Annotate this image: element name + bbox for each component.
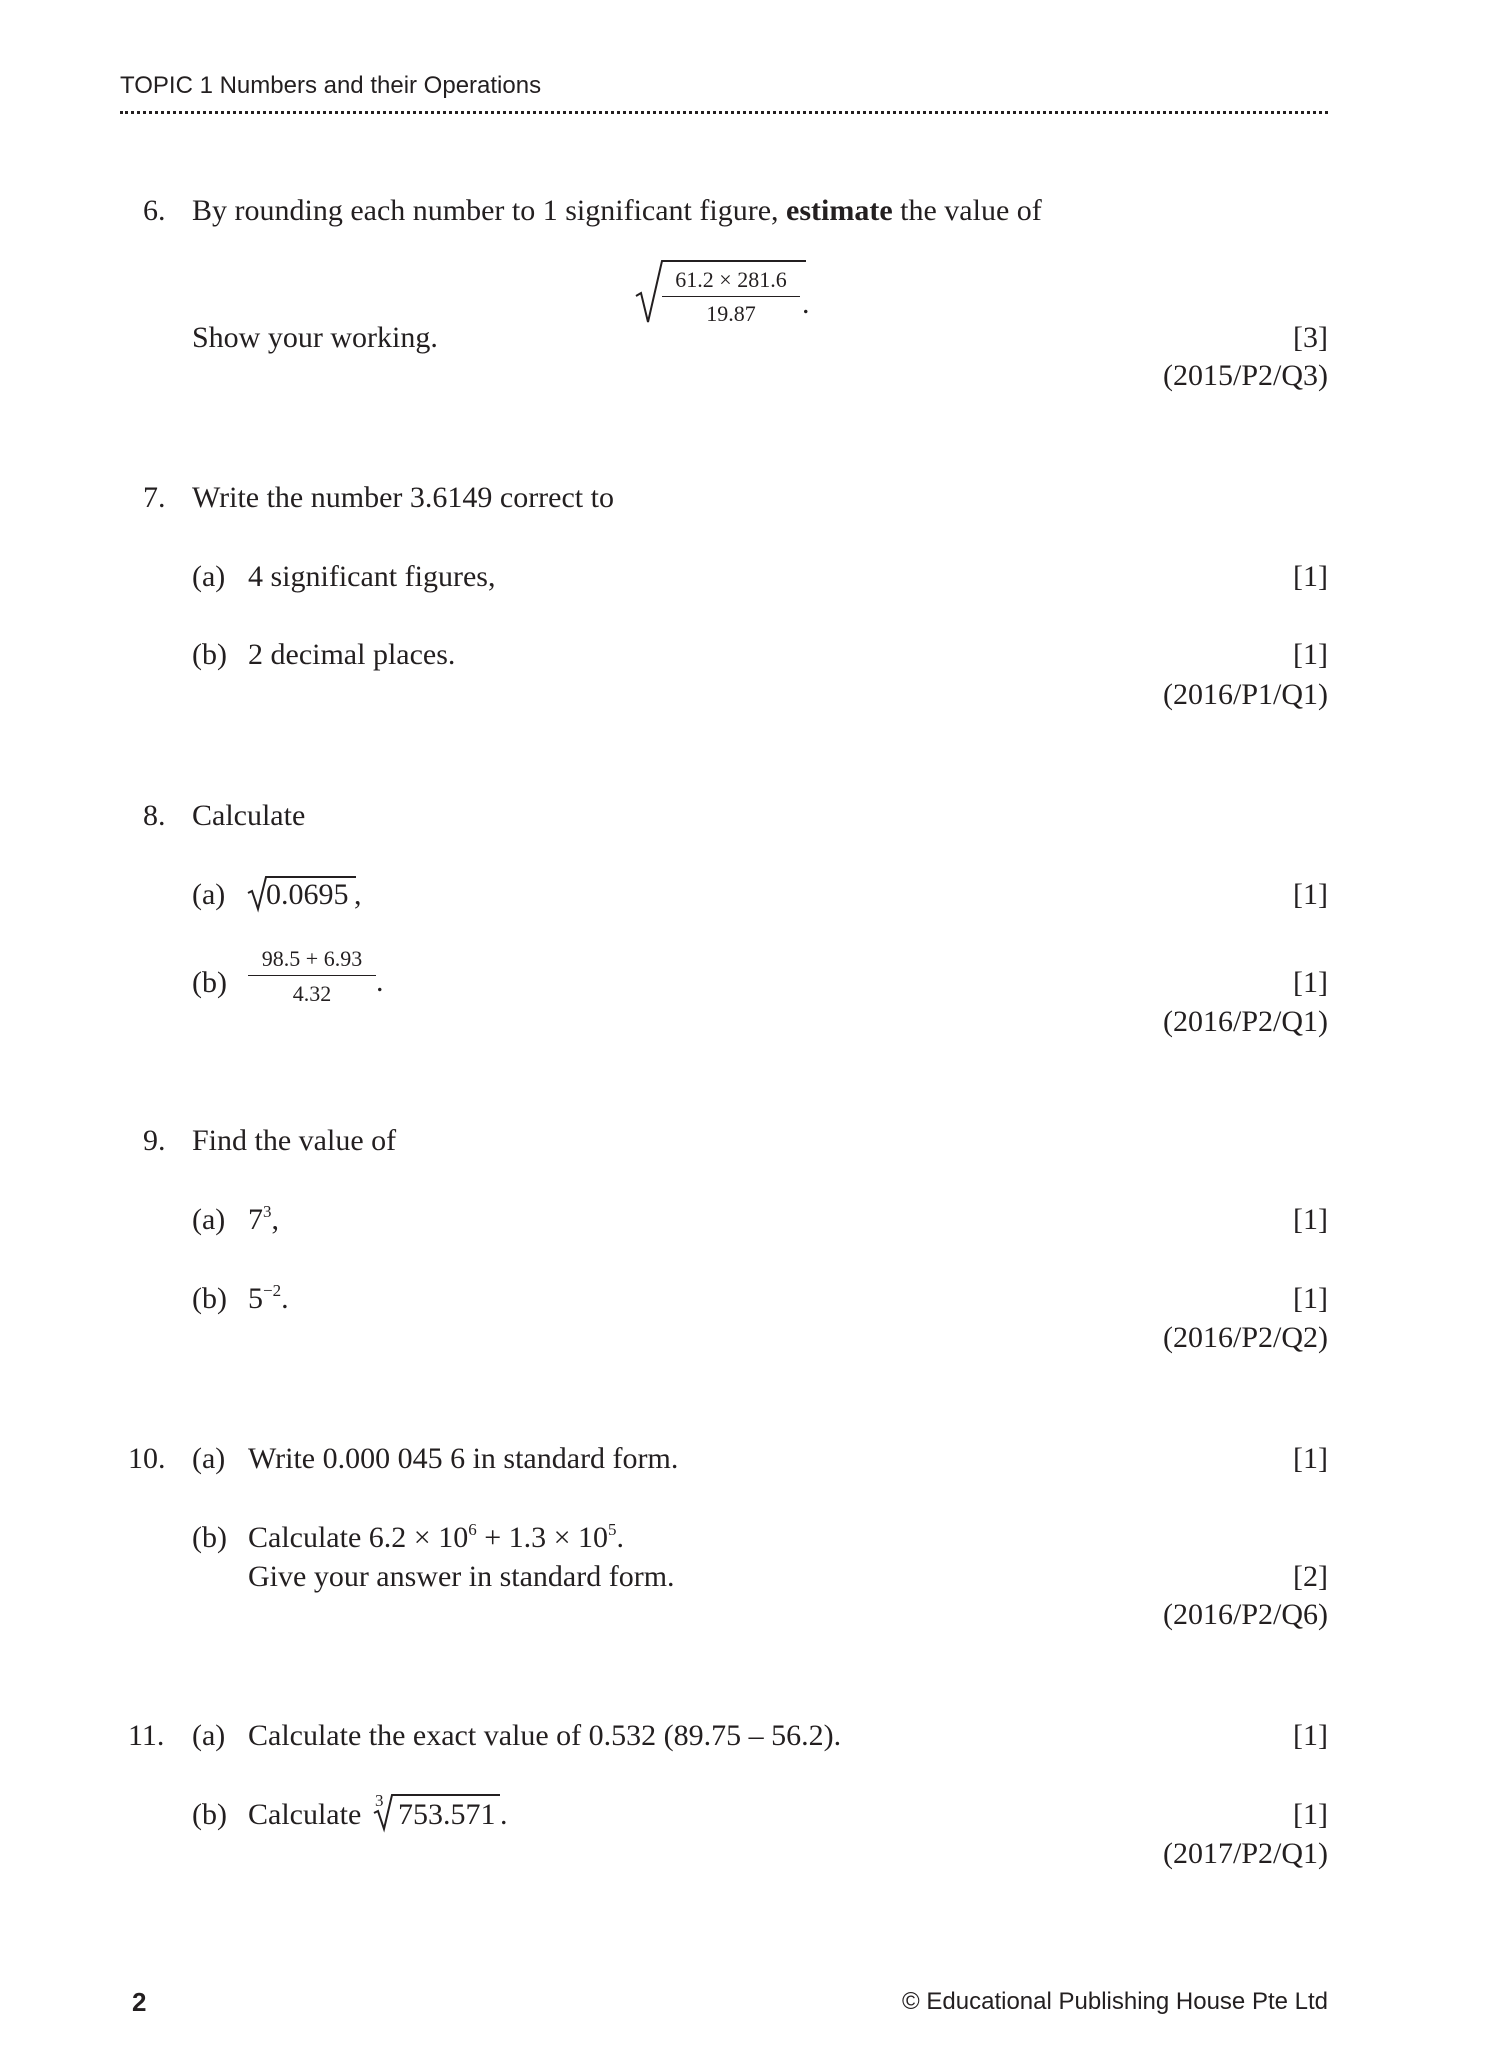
q10-b-mid: + 1.3 × 10 <box>476 1521 609 1554</box>
copyright-notice: © Educational Publishing House Pte Ltd <box>902 1988 1328 2015</box>
q6-instruction: Show your working. <box>192 321 438 354</box>
q10-b-end: . <box>616 1521 625 1554</box>
q9-b-exponent: −2 <box>263 1281 282 1300</box>
q11-b-text: Calculate <box>248 1798 362 1831</box>
q11-source: (2017/P2/Q1) <box>1163 1837 1328 1870</box>
q7-b-text: 2 decimal places. <box>248 638 456 671</box>
q8-number: 8. <box>143 799 166 832</box>
q11-number: 11. <box>128 1719 165 1752</box>
q7-a-text: 4 significant figures, <box>248 560 496 593</box>
q7-source: (2016/P1/Q1) <box>1163 678 1328 711</box>
q6-stem <box>192 193 1042 229</box>
q6-marks: [3] <box>1293 321 1328 354</box>
q10-a-marks: [1] <box>1293 1442 1328 1475</box>
q10-b-exponent-2: 5 <box>608 1520 617 1539</box>
q7-a-label: (a) <box>192 560 226 593</box>
q9-a-label: (a) <box>192 1203 226 1236</box>
q6-fraction-bar <box>662 296 800 297</box>
q11-b-root-index: 3 <box>375 1791 384 1810</box>
q10-b-expression <box>248 1520 624 1556</box>
q11-b-marks: [1] <box>1293 1798 1328 1831</box>
q6-number: 6. <box>143 194 166 227</box>
q8-stem: Calculate <box>192 799 306 832</box>
q8-a-comma: , <box>354 878 362 911</box>
q6-text-before: By rounding each number to 1 significant figure, <box>192 194 779 227</box>
q6-source: (2015/P2/Q3) <box>1163 359 1328 392</box>
q9-number: 9. <box>143 1124 166 1157</box>
q9-a-punct: , <box>271 1203 279 1236</box>
q8-b-numerator: 98.5 + 6.93 <box>261 946 363 971</box>
q11-b-label: (b) <box>192 1798 227 1831</box>
q9-a-marks: [1] <box>1293 1203 1328 1236</box>
q10-number: 10. <box>128 1442 166 1475</box>
q7-b-marks: [1] <box>1293 638 1328 671</box>
q8-a-label: (a) <box>192 878 226 911</box>
q11-b-period: . <box>500 1798 508 1831</box>
running-header: TOPIC 1 Numbers and their Operations <box>120 72 542 99</box>
q9-b-punct: . <box>281 1282 289 1315</box>
page-number: 2 <box>132 1987 147 2017</box>
q10-b-label: (b) <box>192 1521 227 1554</box>
q9-stem: Find the value of <box>192 1124 397 1157</box>
q6-text-bold: estimate <box>786 194 893 227</box>
q6-period: . <box>802 287 810 320</box>
q10-b-marks: [2] <box>1293 1560 1328 1593</box>
q6-text-after: the value of <box>900 194 1042 227</box>
q9-a-expression <box>248 1202 279 1238</box>
q8-b-label: (b) <box>192 966 227 999</box>
q8-b-period: . <box>376 965 384 998</box>
q10-b-line2: Give your answer in standard form. <box>248 1560 675 1593</box>
q11-a-marks: [1] <box>1293 1719 1328 1752</box>
q9-source: (2016/P2/Q2) <box>1163 1321 1328 1354</box>
q9-b-label: (b) <box>192 1282 227 1315</box>
q7-stem: Write the number 3.6149 correct to <box>192 481 614 514</box>
q9-a-exponent: 3 <box>263 1202 272 1221</box>
q7-b-label: (b) <box>192 638 227 671</box>
q10-b-pre: Calculate 6.2 × 10 <box>248 1521 469 1554</box>
q6-denominator: 19.87 <box>706 301 756 326</box>
q8-a-marks: [1] <box>1293 878 1328 911</box>
q9-b-expression <box>248 1281 289 1317</box>
q9-b-base: 5 <box>248 1282 263 1315</box>
q11-a-text: Calculate the exact value of 0.532 (89.75 – 56.2). <box>248 1719 842 1752</box>
q9-a-base: 7 <box>248 1203 263 1236</box>
q9-b-marks: [1] <box>1293 1282 1328 1315</box>
q10-b-exponent-1: 6 <box>468 1520 477 1539</box>
q11-a-label: (a) <box>192 1719 226 1752</box>
q8-b-fraction-bar <box>248 975 376 976</box>
q10-a-label: (a) <box>192 1442 226 1475</box>
q6-numerator: 61.2 × 281.6 <box>675 267 787 292</box>
q10-source: (2016/P2/Q6) <box>1163 1598 1328 1631</box>
q8-b-denominator: 4.32 <box>292 981 332 1006</box>
q8-source: (2016/P2/Q1) <box>1163 1005 1328 1038</box>
header-divider <box>120 111 1328 114</box>
q11-b-radicand: 753.571 <box>398 1798 496 1831</box>
q8-b-marks: [1] <box>1293 966 1328 999</box>
q10-a-text: Write 0.000 045 6 in standard form. <box>248 1442 679 1475</box>
q7-number: 7. <box>143 481 166 514</box>
q8-a-radicand: 0.0695 <box>266 878 349 911</box>
q7-a-marks: [1] <box>1293 560 1328 593</box>
